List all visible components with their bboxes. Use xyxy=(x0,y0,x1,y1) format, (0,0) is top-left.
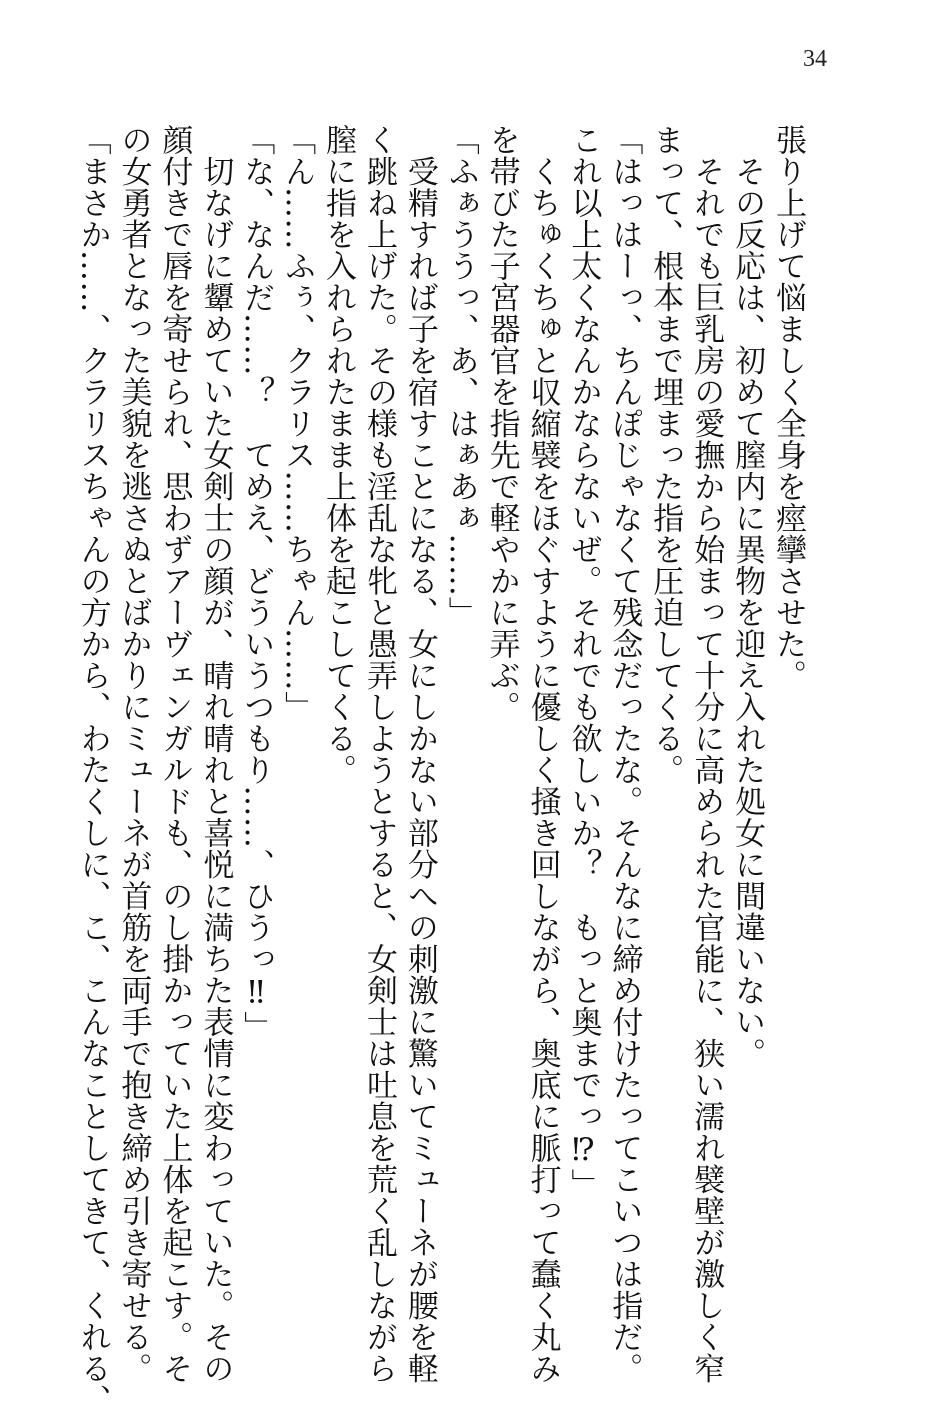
text-line: く跳ね上げた。その様も淫乱な牝と愚弄しようとすると、女剣士は吐息を荒く乱しながら xyxy=(360,124,397,1384)
page-number: 34 xyxy=(803,46,827,72)
text-line: 「ふぁううっ、あ、はぁあぁ……」 xyxy=(442,124,479,628)
text-line: まって、根本まで埋まった指を圧迫してくる。 xyxy=(647,124,684,786)
text-line: 「はっはーっ、ちんぽじゃなくて残念だったな。そんなに締め付けたってこいつは指だ。 xyxy=(606,124,643,1384)
text-line: 切なげに顰めていた女剣士の顔が、晴れ晴れと喜悦に満ちた表情に変わっていた。その xyxy=(197,124,234,1384)
text-line: 膣に指を入れられたまま上体を起こしてくる。 xyxy=(320,124,357,786)
text-line: の女勇者となった美貌を逃さぬとばかりにミューネが首筋を両手で抱き締め引き寄せる。 xyxy=(115,124,152,1384)
text-line: 「まさか……、クラリスちゃんの方から、わたくしに、こ、こんなことしてきて、くれる、 xyxy=(74,124,111,1416)
text-line: その反応は、初めて膣内に異物を迎え入れた処女に間違いない。 xyxy=(729,124,766,1069)
text-line: 「ん……ふぅ、クラリス……ちゃん……」 xyxy=(279,124,316,723)
text-line: それでも巨乳房の愛撫から始まって十分に高められた官能に、狭い濡れ襞壁が激しく窄 xyxy=(688,124,725,1384)
text-line: 受精すれば子を宿すことになる、女にしかない部分への刺激に驚いてミューネが腰を軽 xyxy=(401,124,438,1384)
text-line: 「な、なんだ……？ てめえ、どういうつもり……、ひうっ‼」 xyxy=(238,124,275,1043)
text-line: 張り上げて悩ましく全身を痙攣させた。 xyxy=(770,124,806,691)
text-line: 顔付きで唇を寄せられ、思わずアーヴェンガルドも、のし掛かっていた上体を起こす。そ xyxy=(156,124,193,1384)
vertical-text-body xyxy=(74,124,808,1416)
text-line: くちゅくちゅと収縮襞をほぐすように優しく掻き回しながら、奥底に脈打って蠢く丸み xyxy=(524,124,561,1384)
text-line: を帯びた子宮器官を指先で軽やかに弄ぶ。 xyxy=(483,124,520,723)
text-line: これ以上太くなんかならないぜ。それでも欲しいか？ もっと奥までっ⁉」 xyxy=(565,124,602,1200)
